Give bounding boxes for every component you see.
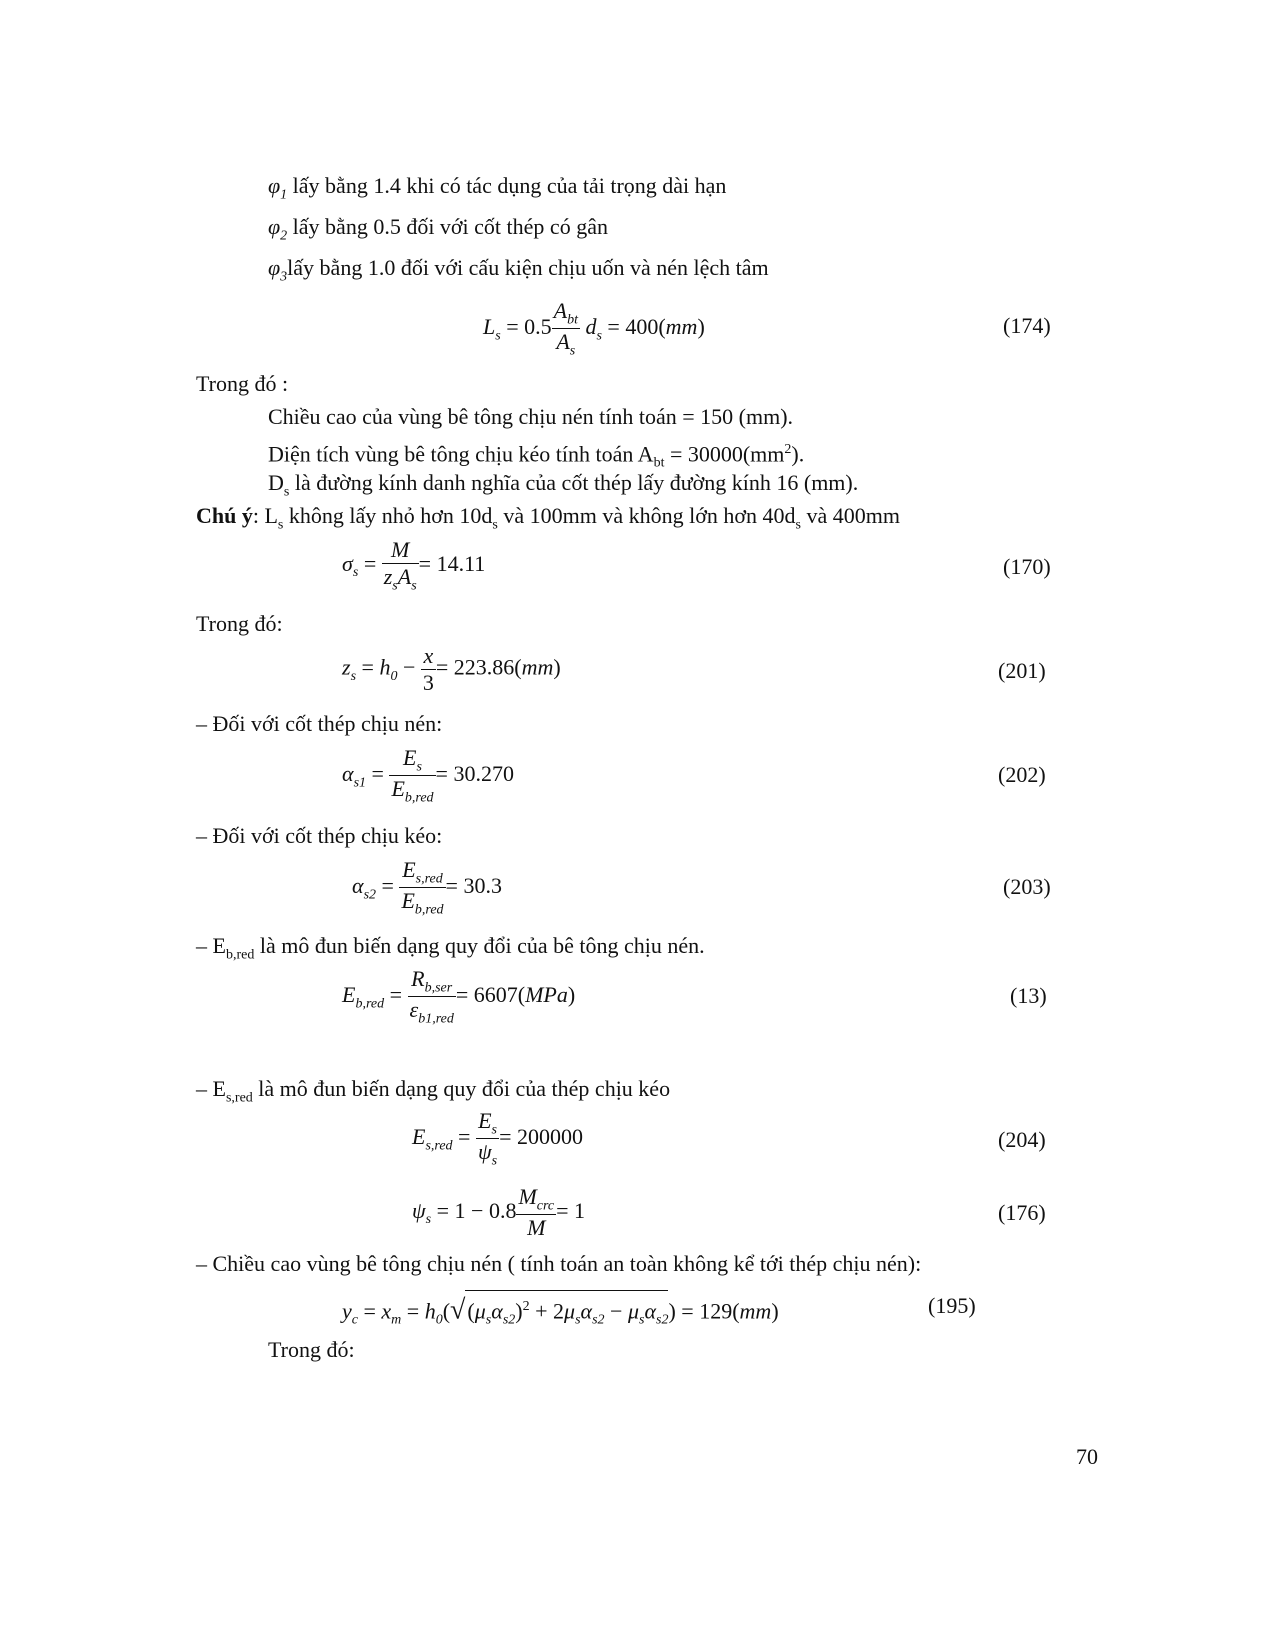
eq174-coef: = 0.5	[506, 313, 552, 339]
eq174-number: (174)	[1003, 313, 1051, 338]
phi1-text: lấy bằng 1.4 khi có tác dụng của tải trọng dài hạn	[292, 173, 727, 198]
where3-heading: Trong đó:	[268, 1337, 355, 1362]
eq204-number: (204)	[998, 1127, 1046, 1152]
eq201-fraction: $\frac{x}{3}$	[422, 643, 434, 695]
equation-174: $L_s = 0.5$ $\frac{A_{bt}}{A_s}$ $d_s = 400(mm)$	[483, 298, 705, 359]
phi3-text: lấy bằng 1.0 đối với cấu kiện chịu uốn và nén lệch tâm	[287, 255, 769, 280]
eq174-unit: mm	[665, 313, 698, 339]
ebred-desc: là mô đun biến dạng quy đổi của bê tông chịu nén.	[259, 933, 705, 958]
eq174-result: = 400(	[607, 313, 666, 339]
eq202-fraction: $\frac{E_s}{E_{b,red}}$	[391, 745, 434, 806]
eq174-close: )	[697, 313, 705, 339]
height-heading: – Chiều cao vùng bê tông chịu nén ( tính toán an toàn không kể tới thép chịu nén):	[196, 1251, 922, 1276]
eq195-sqrt: $(\mu_s\alpha_{s2})^2 + 2\mu_s\alpha_{s2} - \mu_s\alpha_{s2}$	[465, 1290, 668, 1337]
eq13-close: )	[567, 981, 576, 1007]
eq195-unit: mm	[739, 1298, 772, 1324]
eq170-result: = 14.11	[418, 550, 486, 576]
eq13-result: = 6607(	[455, 981, 526, 1007]
eq174-fraction: $\frac{A_{bt}}{A_s}$	[553, 298, 578, 359]
equation-170: $\sigma_s$ = $\frac{M}{z_sA_s}$ = 14.11	[342, 537, 486, 594]
note-text-c: và 100mm và không lớn hơn 40d	[497, 503, 796, 528]
eq203-number: (203)	[1003, 874, 1051, 899]
equation-202: $\alpha_{s1}$ = $\frac{E_s}{E_{b,red}}$ = 30.270	[342, 745, 514, 806]
eq170-fraction: $\frac{M}{z_sA_s}$	[383, 537, 417, 594]
ebred-line: – $E_{b,red}$ là mô đun biến dạng quy đổi của bê tông chịu nén.	[196, 933, 705, 963]
phi3-line	[268, 254, 769, 291]
eq204-fraction: $\frac{E_s}{\psi_s}$	[477, 1108, 498, 1169]
eq176-number: (176)	[998, 1200, 1046, 1225]
page-number: 70	[1076, 1444, 1098, 1469]
note-text-b: không lấy nhỏ hơn 10d	[283, 503, 493, 528]
eq176-result: = 1	[556, 1197, 586, 1223]
where1-line3: $D_s$ là đường kính danh nghĩa của cốt thép lấy đường kính 16 (mm).	[268, 470, 859, 500]
where1-line1: Chiều cao của vùng bê tông chịu nén tính toán = 150 (mm).	[268, 404, 794, 429]
eq201-number: (201)	[998, 658, 1046, 683]
where1-heading: Trong đó :	[196, 371, 289, 396]
eq204-result: = 200000	[499, 1123, 584, 1149]
esred-line: – $E_{s,red}$ là mô đun biến dạng quy đổi của thép chịu kéo	[196, 1076, 671, 1106]
note-text-d: và 400mm	[800, 503, 900, 528]
equation-201: $z_s = h_0$ − $\frac{x}{3}$ = 223.86(mm)	[342, 643, 561, 695]
esred-desc: là mô đun biến dạng quy đổi của thép chịu kéo	[258, 1076, 671, 1101]
equation-203: $\alpha_{s2}$ = $\frac{E_{s,red}}{E_{b,red}}$ = 30.3	[352, 857, 502, 918]
phi3-symbol: $\varphi_3$	[268, 255, 288, 285]
equation-13: $E_{b,red}$ = $\frac{R_{b,ser}}{\varepsilon_{b1,red}}$ = 6607(MPa)	[342, 966, 576, 1027]
phi2-symbol: $\varphi_2$	[268, 214, 288, 244]
where1-line3-text: là đường kính danh nghĩa của cốt thép lấy đường kính 16 (mm).	[294, 470, 859, 495]
phi1-line	[268, 172, 726, 209]
eq202-number: (202)	[998, 762, 1046, 787]
phi2-text: lấy bằng 0.5 đối với cốt thép có gân	[292, 214, 608, 239]
eq176-fraction: $\frac{M_{crc}}{M}$	[518, 1184, 555, 1241]
eq203-result: = 30.3	[445, 872, 502, 898]
equation-176: $\psi_s = 1 - 0.8$ $\frac{M_{crc}}{M}$ = 1	[412, 1184, 586, 1241]
tension-heading: – Đối với cốt thép chịu kéo:	[196, 823, 443, 848]
compress-heading: – Đối với cốt thép chịu nén:	[196, 711, 443, 736]
eq13-number: (13)	[1010, 983, 1047, 1008]
phi1-symbol: $\varphi_1$	[268, 173, 288, 203]
eq201-result: = 223.86(	[435, 654, 522, 680]
equation-204: $E_{s,red}$ = $\frac{E_s}{\psi_s}$ = 200000	[412, 1108, 584, 1169]
where1-line2-a: Diện tích vùng bê tông chịu kéo tính toán A	[268, 441, 654, 467]
eq203-fraction: $\frac{E_{s,red}}{E_{b,red}}$	[401, 857, 444, 918]
eq176-lhs: = 1 − 0.8	[436, 1197, 517, 1223]
where1-line2-c: ).	[791, 441, 805, 467]
eq195-result: ) = 129(	[668, 1298, 740, 1324]
eq195-close: )	[771, 1298, 779, 1324]
eq13-fraction: $\frac{R_{b,ser}}{\varepsilon_{b1,red}}$	[409, 966, 454, 1027]
where1-line2-b: = 30000(mm	[664, 441, 785, 467]
eq170-number: (170)	[1003, 554, 1051, 579]
eq195-number: (195)	[928, 1293, 976, 1318]
equation-195: $y_c = x_m = h_0(√(\mu_s\alpha_{s2})^2 + 2\mu_s\alpha_{s2} - \mu_s\alpha_{s2}) = 129(mm)$	[342, 1290, 779, 1337]
note-line: Chú ý: $L_s$ không lấy nhỏ hơn $10d_s$ và 100mm và không lớn hơn $40d_s$ và 400mm	[196, 503, 900, 533]
eq201-unit: mm	[521, 654, 554, 680]
note-text-a: : L	[252, 503, 278, 528]
eq13-unit: MPa	[525, 981, 568, 1007]
eq202-result: = 30.270	[435, 760, 514, 786]
where2-heading: Trong đó:	[196, 611, 283, 636]
where1-line2: Diện tích vùng bê tông chịu kéo tính toán $A_{bt} = 30000(mm^2)$.	[268, 441, 805, 471]
phi2-line	[268, 213, 608, 250]
note-label: Chú ý	[196, 503, 253, 528]
eq201-close: )	[553, 654, 561, 680]
